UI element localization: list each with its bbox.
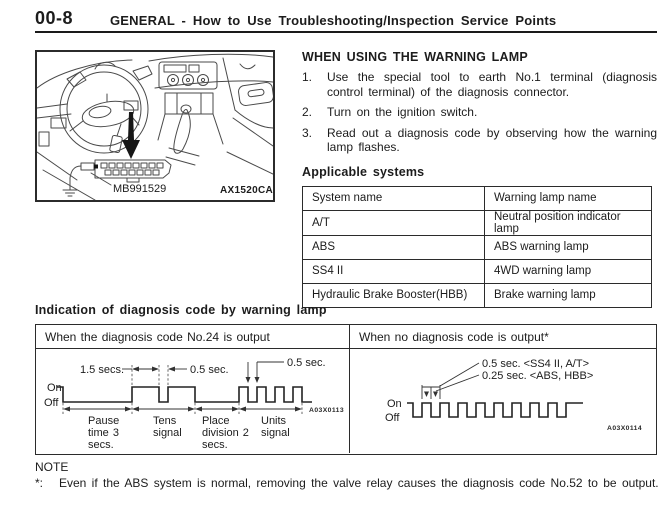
step-1 <box>302 70 657 99</box>
warning-lamp-section <box>302 50 657 308</box>
note-section <box>35 460 659 490</box>
gear-shift-lever <box>174 105 191 153</box>
signal-trace <box>57 387 312 402</box>
gap-label: 0.5 sec. <box>190 364 229 376</box>
step-number: 3. <box>302 125 313 140</box>
waveform-nocode-diagram <box>350 349 654 453</box>
cell-lamp: 4WD warning lamp <box>485 259 652 283</box>
step-3 <box>302 126 657 155</box>
annotation-line1: 0.5 sec. <SS4 II, A/T> <box>482 358 590 370</box>
header-no-code: When no diagnosis code is output* <box>359 330 549 344</box>
interval-guides <box>63 403 302 414</box>
dashboard-lines <box>37 54 273 88</box>
earth-ground-symbol <box>63 184 77 196</box>
interval-label-tens: Tens signal <box>153 415 182 439</box>
special-tool <box>70 163 98 184</box>
figure-code: AX1520CA <box>220 185 273 196</box>
indication-section <box>35 303 657 455</box>
cell-system: SS4 II <box>303 259 485 283</box>
center-console <box>158 93 223 165</box>
interval-arrows <box>63 407 302 412</box>
page-title: GENERAL - How to Use Troubleshooting/Inspection Service Points <box>110 13 557 28</box>
indication-header-row <box>36 325 656 349</box>
step-text: Use the special tool to earth No.1 terminal (diagnosis control terminal) of the diagnosis connector. <box>327 70 657 99</box>
header-lamp-name: Warning lamp name <box>485 186 652 210</box>
interval-label-units: Units signal <box>261 415 290 439</box>
step-text: Read out a diagnosis code by observing how the warning lamp flashes. <box>327 125 657 154</box>
cell-lamp: ABS warning lamp <box>485 235 652 259</box>
diagram-code: A03X0114 <box>607 425 642 432</box>
on-label: On <box>47 382 62 394</box>
step-number: 2. <box>302 105 313 119</box>
page-number: 00-8 <box>35 8 74 28</box>
section-title: WHEN USING THE WARNING LAMP <box>302 50 528 64</box>
table-row <box>303 259 652 283</box>
car-interior-figure <box>35 50 275 202</box>
on-label: On <box>387 398 402 410</box>
step-text: Turn on the ignition switch. <box>327 105 478 119</box>
table-header-row <box>303 186 652 210</box>
header-rule <box>35 31 657 33</box>
step-number: 1. <box>302 70 313 84</box>
indication-title: Indication of diagnosis code by warning lamp <box>35 303 327 317</box>
indication-body-row <box>36 349 656 453</box>
note-title: NOTE <box>35 460 69 474</box>
cell-system: ABS <box>303 235 485 259</box>
unit-pulse-annotation <box>246 362 285 383</box>
annotation-line2: 0.25 sec. <ABS, HBB> <box>482 370 594 382</box>
diagram-code: A03X0113 <box>309 407 344 414</box>
signal-trace <box>407 403 583 417</box>
cell-system: Hydraulic Brake Booster(HBB) <box>303 283 485 307</box>
note-line <box>35 476 659 491</box>
applicable-systems-table <box>302 186 652 308</box>
glove-box <box>223 58 273 174</box>
table-row <box>303 235 652 259</box>
cell-system: A/T <box>303 210 485 235</box>
tool-number-label: MB991529 <box>113 183 167 195</box>
step-2 <box>302 105 657 120</box>
unit-pulse-label: 0.5 sec. <box>287 357 326 369</box>
interval-label-pause: Pause time 3 secs. <box>88 415 120 451</box>
applicable-systems-title: Applicable systems <box>302 164 425 179</box>
lower-dash-and-pedal <box>37 104 123 200</box>
interval-label-place: Place division 2 secs. <box>202 415 249 451</box>
pointer-arrow <box>122 101 140 159</box>
table-row <box>303 210 652 235</box>
cell-lamp: Neutral position indicator lamp <box>485 210 652 235</box>
connector-pins <box>101 163 163 175</box>
off-label: Off <box>44 397 59 409</box>
cell-lamp: Brake warning lamp <box>485 283 652 307</box>
waveform-code24-cell <box>36 349 350 453</box>
note-marker: *: <box>35 475 44 490</box>
off-label: Off <box>385 412 400 424</box>
note-text: Even if the ABS system is normal, removing the valve relay causes the diagnosis code No.52 to be output. <box>59 475 659 490</box>
indication-table <box>35 324 657 455</box>
gap-annotation <box>168 367 187 372</box>
waveform-nocode-cell <box>350 349 656 453</box>
header-system-name: System name <box>303 186 485 210</box>
pulse-width-label: 1.5 secs. <box>80 364 125 376</box>
pulse-measure-annotation <box>422 363 479 399</box>
header-code-24: When the diagnosis code No.24 is output <box>36 325 350 348</box>
pulse-width-annotation <box>122 365 168 385</box>
car-interior-drawing <box>37 52 273 200</box>
climate-control-panel <box>159 62 217 89</box>
